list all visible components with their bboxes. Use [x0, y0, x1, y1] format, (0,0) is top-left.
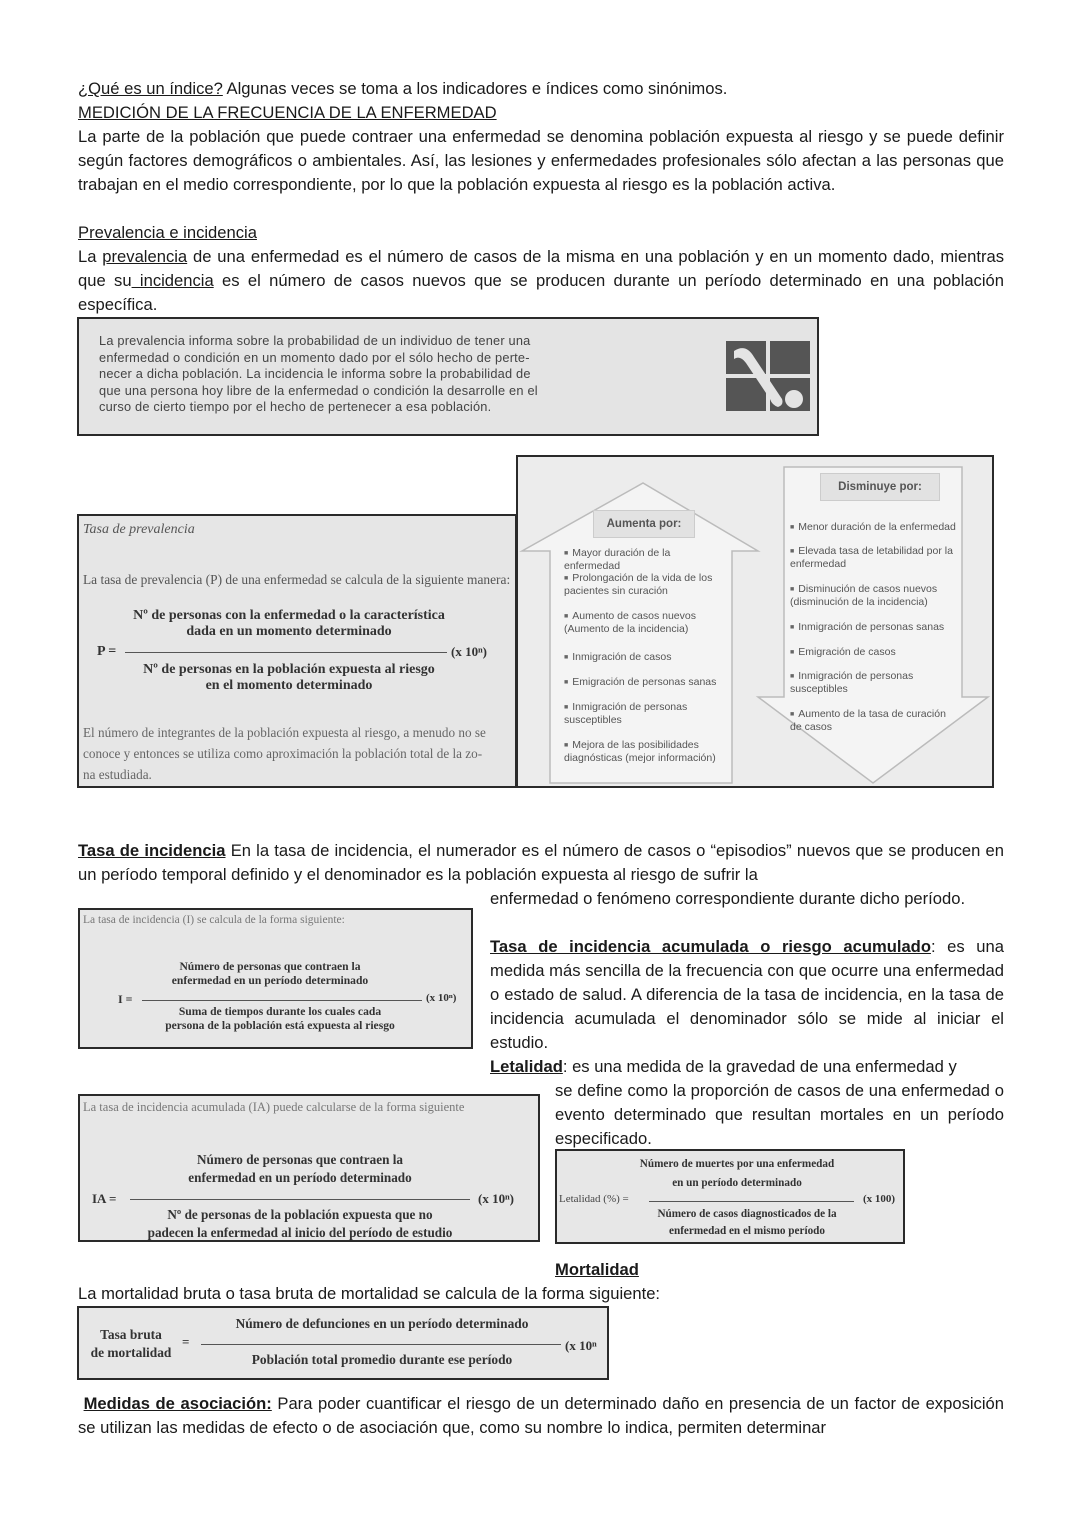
prev-inc-text-2: de una enfermedad es el número de casos de la misma en una población y en un momento dado, mientras que su [78, 247, 1004, 290]
disminuye-item: ■ Disminución de casos nuevos (disminución de la incidencia) [790, 583, 955, 608]
prev-inc-text-1: La [78, 247, 103, 266]
ia-num-1: Número de personas que contraen la [197, 1152, 403, 1167]
formula-ia-denominator [120, 1206, 480, 1242]
indice-link[interactable]: ¿Qué es un índice? [78, 79, 223, 98]
disminuye-item: ■ Aumento de la tasa de curación de casos [790, 708, 955, 733]
let-fraction-line [649, 1201, 854, 1202]
disminuye-item: ■ Inmigración de personas susceptibles [790, 670, 940, 695]
ia-den-1: Nº de personas de la población expuesta que no [167, 1207, 433, 1222]
asociacion-text: Para poder cuantificar el riesgo de un determinado daño en presencia de un factor de exposición se utilizan las medidas de efecto o de asociación que, como su nombre lo indica, permiten determinar [78, 1394, 1004, 1437]
aumenta-item: ■ Inmigración de personas susceptibles [564, 701, 714, 726]
formula-ia-caption: La tasa de incidencia acumulada (IA) puede calcularse de la forma siguiente [83, 1100, 465, 1114]
formula-mortalidad-box [77, 1306, 609, 1380]
intro-line [78, 77, 1004, 101]
incidencia-text-b: enfermedad o fenómeno correspondiente durante dicho período. [490, 889, 966, 908]
prev-inc-heading: Prevalencia e incidencia [78, 223, 257, 242]
ia-num-2: enfermedad en un período determinado [188, 1170, 412, 1185]
formula-acumulada-box [78, 1094, 540, 1242]
incidencia-text-a: En la tasa de incidencia, el numerador es el número de casos o “episodios” nuevos que se producen en un período temporal definido y el denominador es la población expuesta al riesgo de sufrir la [78, 841, 1004, 884]
let-den-1: Número de casos diagnosticados de la [657, 1208, 837, 1220]
ia-den-2: padecen la enfermedad al inicio del período de estudio [147, 1225, 453, 1240]
i-symbol: I = [118, 992, 133, 1006]
prev-inc-paragraph [78, 245, 1004, 317]
i-den-1: Suma de tiempos durante los cuales cada [178, 1005, 382, 1018]
mort-factor: (x 10ⁿ [565, 1338, 597, 1353]
disminuye-item: ■ Inmigración de personas sanas [790, 621, 965, 634]
mort-fraction-line [201, 1344, 561, 1345]
asociacion-heading: Medidas de asociación: [83, 1394, 272, 1413]
mort-label-2: de mortalidad [90, 1345, 172, 1360]
incidencia-heading: Tasa de incidencia [78, 841, 226, 860]
disminuye-item: ■ Emigración de casos [790, 646, 955, 659]
letalidad-heading: Letalidad [490, 1057, 563, 1076]
prev-note-2: conoce y entonces se utiliza como aproximación la población total de la zo- [83, 746, 483, 761]
i-den-2: persona de la población está expuesta al riesgo [165, 1019, 395, 1032]
ia-fraction-line [130, 1199, 470, 1200]
prev-factor: (x 10ⁿ) [451, 644, 487, 659]
info-line-4: que una persona hoy libre de la enfermedad o condición la desarrolle en el [99, 382, 538, 398]
let-den-2: enfermedad en el mismo período [669, 1225, 825, 1237]
asociacion-paragraph [78, 1392, 1004, 1440]
info-line-5: curso de cierto tiempo por el hecho de pertenecer a esa población. [99, 399, 492, 414]
prev-note-3: na estudiada. [83, 767, 152, 782]
mort-denominator: Población total promedio durante ese período [251, 1352, 513, 1367]
prev-num-1: Nº de personas con la enfermedad o la característica [133, 608, 445, 623]
let-denominator [637, 1206, 857, 1240]
mort-label-1: Tasa bruta [100, 1327, 162, 1342]
aumenta-item: ■ Aumento de casos nuevos (Aumento de la incidencia) [564, 610, 714, 635]
let-num-2: en un período determinado [672, 1177, 802, 1189]
formula-i-denominator [130, 1005, 430, 1033]
aumenta-item: ■ Mayor duración de la enfermedad [564, 547, 729, 572]
prevalencia-link[interactable]: prevalencia [102, 247, 188, 266]
formula-i-numerator [130, 960, 410, 988]
prev-symbol: P = [97, 644, 117, 659]
aumenta-item: ■ Prolongación de la vida de los pacientes sin curación [564, 572, 714, 597]
i-num-2: enfermedad en un período determinado [171, 974, 369, 987]
let-factor: (x 100) [863, 1193, 896, 1205]
prevalencia-denominator [109, 662, 469, 694]
paragraph-population: La parte de la población que puede contraer una enfermedad se denomina población expuesta al riesgo y se puede definir según factores demográficos o ambientales. Así, las lesiones y enfermedades profesionales sólo afectan a las personas que trabajan en el medio correspondiente, por lo que la población expuesta al riesgo es la población activa. [78, 127, 1004, 194]
intro-text: Algunas veces se toma a los indicadores e índices como sinónimos. [222, 79, 728, 98]
prev-inc-text-3: es el número de casos nuevos que se producen durante un período determinado en una población específica. [78, 271, 1004, 314]
info-line-2: enfermedad o condición en un momento dado por el sólo hecho de perte- [99, 349, 530, 365]
prev-note-1: El número de integrantes de la población expuesta al riesgo, a menudo no se [83, 725, 486, 740]
aumenta-title: Aumenta por: [593, 510, 695, 538]
i-factor: (x 10ⁿ) [426, 992, 457, 1004]
prevalencia-box [77, 514, 517, 788]
formula-ia-numerator [140, 1151, 460, 1187]
info-line-1: La prevalencia informa sobre la probabilidad de un individuo de tener una [99, 333, 531, 348]
disminuye-title: Disminuye por: [820, 473, 940, 501]
section-title: MEDICIÓN DE LA FRECUENCIA DE LA ENFERMEDAD [78, 103, 497, 122]
info-box-text [99, 333, 538, 416]
acumulada-paragraph [490, 935, 1004, 1055]
mortalidad-heading: Mortalidad [555, 1260, 639, 1279]
formula-letalidad-box [555, 1149, 905, 1244]
let-symbol: Letalidad (%) = [559, 1193, 629, 1205]
disminuye-item: ■ Menor duración de la enfermedad [790, 521, 970, 534]
incidencia-link[interactable]: incidencia [131, 271, 214, 290]
formula-i-caption: La tasa de incidencia (I) se calcula de la forma siguiente: [83, 914, 345, 926]
formula-incidencia-box [78, 908, 473, 1049]
prevalencia-intro: La tasa de prevalencia (P) de una enfermedad se calcula de la siguiente manera: [83, 572, 511, 587]
let-num-1: Número de muertes por una enfermedad [639, 1158, 835, 1170]
incidencia-paragraph [78, 839, 1004, 887]
logo-icon [724, 339, 814, 414]
letalidad-text-a: : es una medida de la gravedad de una enfermedad y [562, 1057, 957, 1076]
prev-num-2: dada en un momento determinado [186, 624, 392, 639]
mortalidad-text: La mortalidad bruta o tasa bruta de mortalidad se calcula de la forma siguiente: [78, 1284, 661, 1303]
letalidad-text-b: se define como la proporción de casos de una enfermedad o evento determinado que resultan mortales en un período especificado. [555, 1081, 1004, 1148]
prev-fraction-line [125, 652, 447, 653]
info-box [77, 317, 819, 436]
aumenta-item: ■ Mejora de las posibilidades diagnósticas (mejor información) [564, 739, 719, 764]
prevalencia-numerator [109, 608, 469, 640]
prevalencia-box-title: Tasa de prevalencia [83, 522, 195, 537]
mort-numerator: Número de defunciones en un período determinado [235, 1316, 529, 1331]
acumulada-heading: Tasa de incidencia acumulada o riesgo acumulado [490, 937, 931, 956]
prev-den-2: en el momento determinado [205, 678, 373, 693]
aumenta-item: ■ Emigración de personas sanas [564, 676, 729, 689]
prevalence-arrows-diagram [516, 455, 994, 788]
letalidad-paragraph-a [490, 1055, 1004, 1079]
prevalencia-note [83, 722, 486, 785]
ia-factor: (x 10ⁿ) [478, 1191, 514, 1206]
ia-symbol: IA = [92, 1191, 117, 1206]
i-num-1: Número de personas que contraen la [179, 960, 361, 973]
info-line-3: necer a dicha población. La incidencia le informa sobre la probabilidad de [99, 366, 531, 381]
aumenta-item: ■ Inmigración de casos [564, 651, 724, 664]
mort-equals: = [182, 1334, 190, 1349]
disminuye-item: ■ Elevada tasa de letabilidad por la enfermedad [790, 545, 955, 570]
acumulada-text: : es una medida más sencilla de la frecuencia con que ocurre una enfermedad o estado de salud. A diferencia de la tasa de incidencia, en la tasa de incidencia acumulada el denominador sólo se mide al iniciar el estudio. [490, 937, 1004, 1052]
prev-den-1: Nº de personas en la población expuesta al riesgo [143, 662, 435, 677]
let-numerator [637, 1155, 837, 1193]
i-fraction-line [142, 1000, 422, 1001]
mort-label [81, 1326, 181, 1362]
